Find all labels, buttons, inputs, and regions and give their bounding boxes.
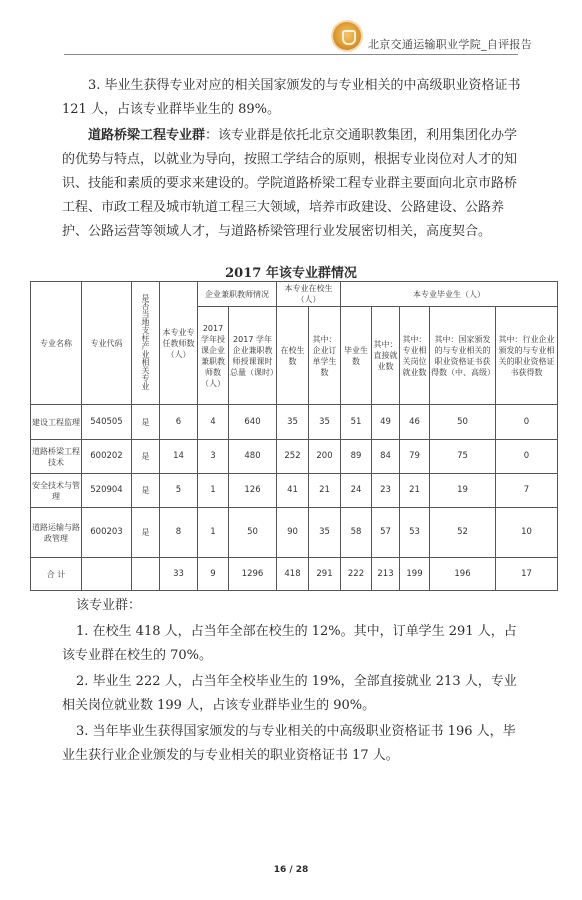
col-ent-hours: 2017 学年企业兼职教师授课课时总量（课时） — [229, 307, 277, 405]
group-enrolled: 本专业在校生（人） — [277, 282, 341, 307]
col-enrolled: 在校生数 — [277, 307, 309, 405]
paragraph-certificates: 3. 当年毕业生获得国家颁发的与专业相关的中高级职业资格证书 196 人，毕业生获行业企业颁发的与专业相关的职业资格证书 17 人。 — [62, 724, 516, 763]
col-local: 是否当地支柱产业相关专业 — [132, 282, 160, 405]
table-title: 2017 年该专业群情况 — [225, 266, 357, 281]
group-graduates: 本专业毕业生（人） — [341, 282, 558, 307]
col-name: 专业名称 — [31, 282, 82, 405]
header-divider — [64, 54, 518, 55]
col-ent-count: 2017 学年授课企业兼职教师数（人） — [198, 307, 229, 405]
group-description: ：该专业群是依托北京交通职教集团，利用集团化办学的优势与特点，以就业为导向，按照工学结合的原则，根据专业岗位对人才的知识、技能和素质的要求来建设的。学院道路桥梁工程专业群主要面向北京市路桥工程、市政工程及城市轨道工程三大领域，培养市政建设、公路建设、公路养护、公路运营等领域人才，与道路桥梁管理行业发展密切相关，高度契合。 — [62, 128, 518, 239]
specialty-group-table — [30, 281, 558, 591]
col-national-cert: 其中：国家颁发的与专业相关的职业资格证书获得数（中、高级） — [430, 307, 496, 405]
col-teachers: 本专业专任教师数（人） — [160, 282, 198, 405]
col-code: 专业代码 — [82, 282, 132, 405]
paragraph-intro: 该专业群： — [76, 598, 142, 613]
table-row: 道路桥梁工程技术 600202 是 14 3 480 252 200 89 84 79 75 0 — [31, 440, 558, 474]
col-industry-cert: 其中：行业企业颁发的与专业相关的职业资格证书获得数 — [496, 307, 558, 405]
table-row: 安全技术与管理 520904 是 5 1 126 41 21 24 23 21 19 7 — [31, 474, 558, 508]
paragraph-road-bridge-group — [62, 124, 522, 244]
table-row: 道路运输与路政管理 600203 是 8 1 50 90 35 58 57 53 52 10 — [31, 508, 558, 558]
header-title: 北京交通运输职业学院_自评报告 — [368, 38, 532, 51]
col-related: 其中：专业相关岗位就业数 — [400, 307, 430, 405]
table-row: 建设工程监理 540505 是 6 4 640 35 35 51 49 46 50 0 — [31, 405, 558, 440]
table-row-total: 合 计 33 9 1296 418 291 222 213 199 196 17 — [31, 558, 558, 591]
group-enterprise-teachers: 企业兼职教师情况 — [198, 282, 277, 307]
page-number: 16 / 28 — [273, 865, 309, 875]
group-heading: 道路桥梁工程专业群 — [88, 128, 206, 143]
col-direct: 其中：直接就业数 — [372, 307, 400, 405]
paragraph-enrolled: 1. 在校生 418 人，占当年全部在校生的 12%。其中，订单学生 291 人，占该专业群在校生的 70%。 — [62, 624, 517, 663]
paragraph-cert-summary: 3. 毕业生获得专业对应的相关国家颁发的与专业相关的中高级职业资格证书 121 人，占该专业群毕业生的 89%。 — [62, 78, 521, 117]
col-order: 其中：企业订单学生数 — [309, 307, 341, 405]
college-logo — [333, 22, 361, 50]
paragraph-graduates: 2. 毕业生 222 人，占当年全校毕业生的 19%，全部直接就业 213 人，专业相关岗位就业数 199 人，占该专业群毕业生的 90%。 — [62, 674, 517, 713]
col-grads: 毕业生数 — [341, 307, 372, 405]
